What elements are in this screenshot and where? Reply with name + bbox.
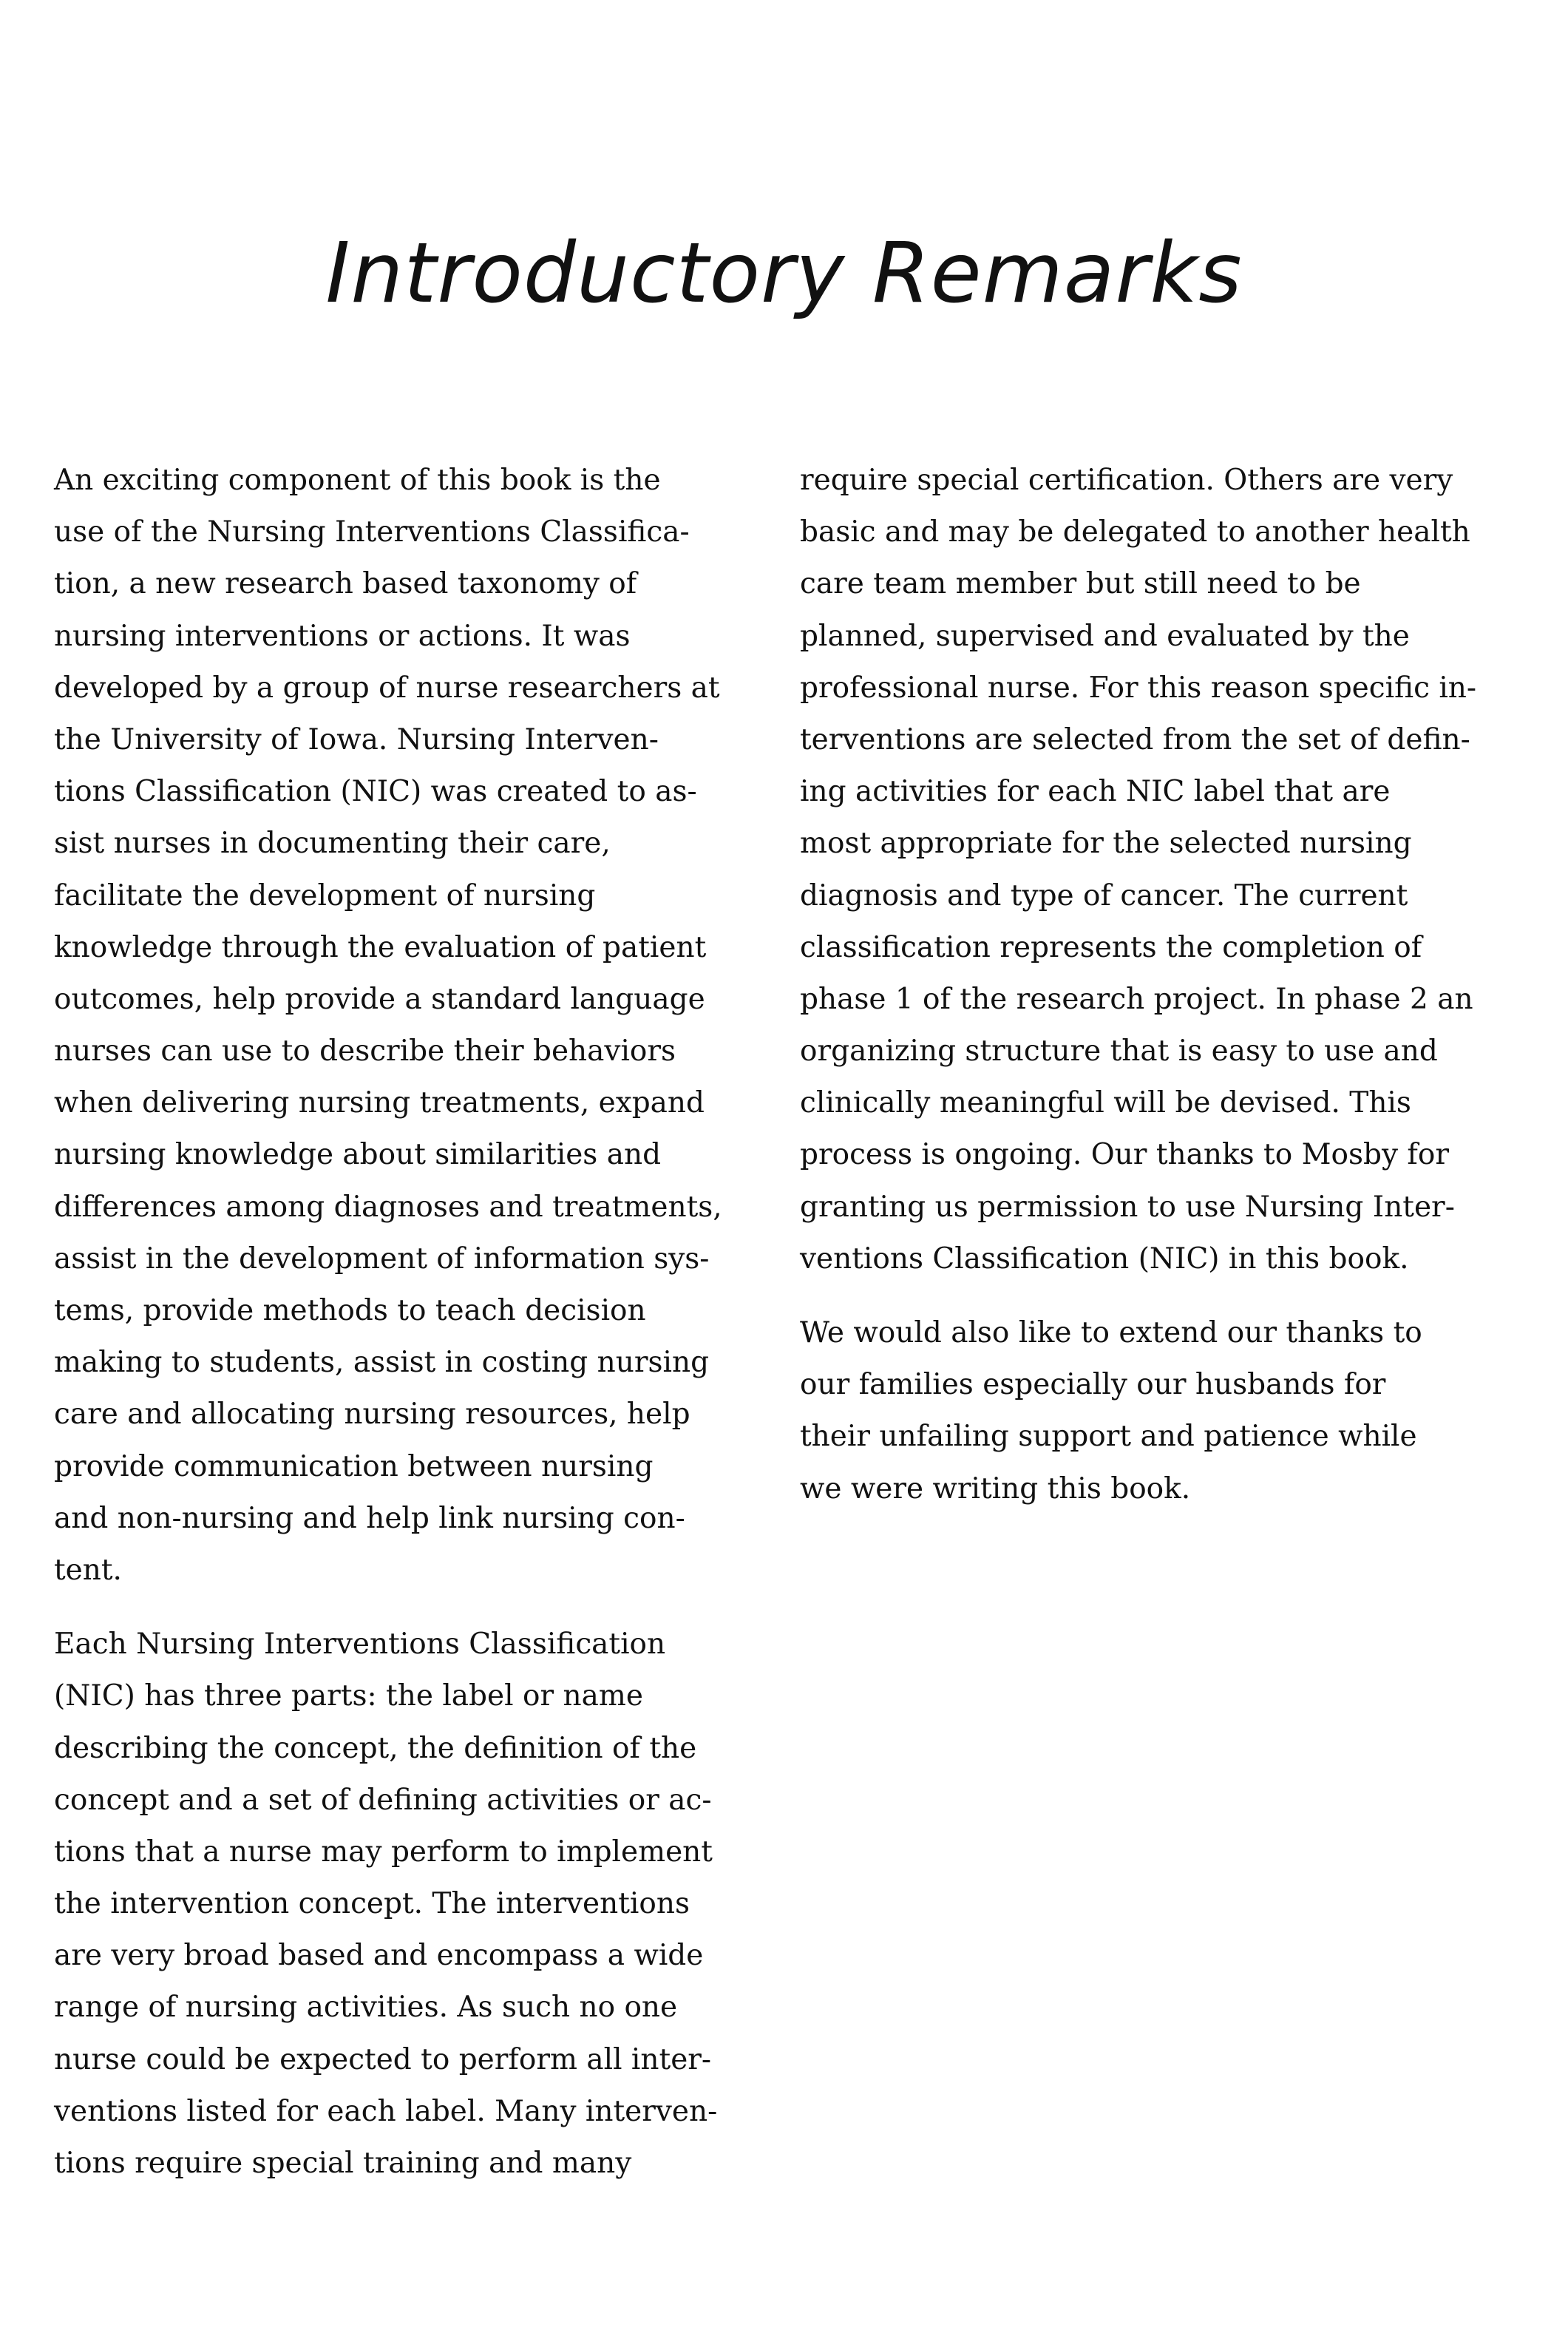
text-line: Each Nursing Interventions Classification — [54, 1628, 666, 1662]
text-line: phase 1 of the research project. In phase 2 an — [800, 982, 1473, 1016]
text-line: tions require special training and many — [54, 2147, 632, 2180]
paragraph-acknowledgements — [800, 1307, 1450, 1515]
text-line: basic and may be delegated to another health — [800, 515, 1470, 549]
text-line: diagnosis and type of cancer. The current — [800, 878, 1408, 912]
text-line: tions Classification (NIC) was created to as- — [54, 775, 697, 809]
text-line: tions that a nurse may perform to implement — [54, 1835, 713, 1869]
text-line: nurses can use to describe their behaviors — [54, 1034, 676, 1069]
page-title: Introductory Remarks — [325, 226, 1243, 322]
paragraph-nic-intro — [54, 455, 722, 1596]
text-line: nursing interventions or actions. It was — [54, 619, 631, 653]
text-line: clinically meaningful will be devised. This — [800, 1086, 1411, 1120]
text-line: require special certification. Others are very — [800, 464, 1453, 497]
paragraph-nic-parts — [54, 1619, 718, 2190]
text-line: outcomes, help provide a standard language — [54, 982, 705, 1016]
text-line: tion, a new research based taxonomy of — [54, 567, 637, 601]
text-line: differences among diagnoses and treatments, — [54, 1190, 722, 1224]
text-line: process is ongoing. Our thanks to Mosby for — [800, 1138, 1449, 1172]
text-line: sist nurses in documenting their care, — [54, 827, 611, 861]
text-line: organizing structure that is easy to use and — [800, 1034, 1438, 1069]
text-line: We would also like to extend our thanks to — [800, 1316, 1422, 1349]
text-line: the intervention concept. The interventions — [54, 1887, 690, 1921]
text-line: when delivering nursing treatments, expand — [54, 1086, 705, 1120]
paragraph-nic-continued — [800, 455, 1477, 1285]
text-line: range of nursing activities. As such no one — [54, 1991, 678, 2025]
text-line: ventions listed for each label. Many interven- — [54, 2094, 718, 2128]
text-line: describing the concept, the definition of the — [54, 1731, 697, 1765]
text-line: making to students, assist in costing nursing — [54, 1346, 710, 1380]
text-line: classification represents the completion of — [800, 930, 1422, 964]
paragraph-spacer — [54, 1596, 705, 1619]
text-line: ventions Classification (NIC) in this book. — [800, 1242, 1409, 1276]
text-line: nursing knowledge about similarities and — [54, 1138, 662, 1172]
text-line: facilitate the development of nursing — [54, 878, 596, 912]
text-line: our families especially our husbands for — [800, 1368, 1386, 1402]
text-line: granting us permission to use Nursing Inter- — [800, 1190, 1455, 1224]
paragraph-spacer — [800, 1285, 1450, 1307]
text-line: assist in the development of information sys- — [54, 1242, 710, 1276]
left-column — [54, 455, 722, 2190]
text-line: professional nurse. For this reason specific in- — [800, 671, 1477, 705]
text-line: most appropriate for the selected nursing — [800, 827, 1412, 861]
text-line: the University of Iowa. Nursing Interven- — [54, 722, 659, 756]
text-line: we were writing this book. — [800, 1472, 1191, 1506]
text-line: (NIC) has three parts: the label or name — [54, 1679, 643, 1713]
text-line: care team member but still need to be — [800, 567, 1361, 601]
text-line: An exciting component of this book is the — [54, 464, 661, 497]
text-line: knowledge through the evaluation of patient — [54, 930, 707, 964]
text-line: developed by a group of nurse researchers at — [54, 671, 720, 705]
text-line: their unfailing support and patience while — [800, 1420, 1417, 1454]
text-line: and non-nursing and help link nursing con- — [54, 1501, 685, 1535]
text-line: ing activities for each NIC label that are — [800, 775, 1391, 809]
right-column — [800, 455, 1477, 1515]
text-line: tent. — [54, 1553, 122, 1587]
text-line: nurse could be expected to perform all inter- — [54, 2042, 712, 2076]
text-line: care and allocating nursing resources, help — [54, 1398, 690, 1432]
text-line: tems, provide methods to teach decision — [54, 1294, 646, 1327]
text-line: provide communication between nursing — [54, 1449, 654, 1483]
text-line: terventions are selected from the set of defin- — [800, 722, 1470, 756]
text-line: planned, supervised and evaluated by the — [800, 619, 1410, 653]
text-line: are very broad based and encompass a wide — [54, 1939, 704, 1973]
text-line: concept and a set of defining activities or ac- — [54, 1783, 712, 1817]
text-line: use of the Nursing Interventions Classifica- — [54, 515, 690, 549]
